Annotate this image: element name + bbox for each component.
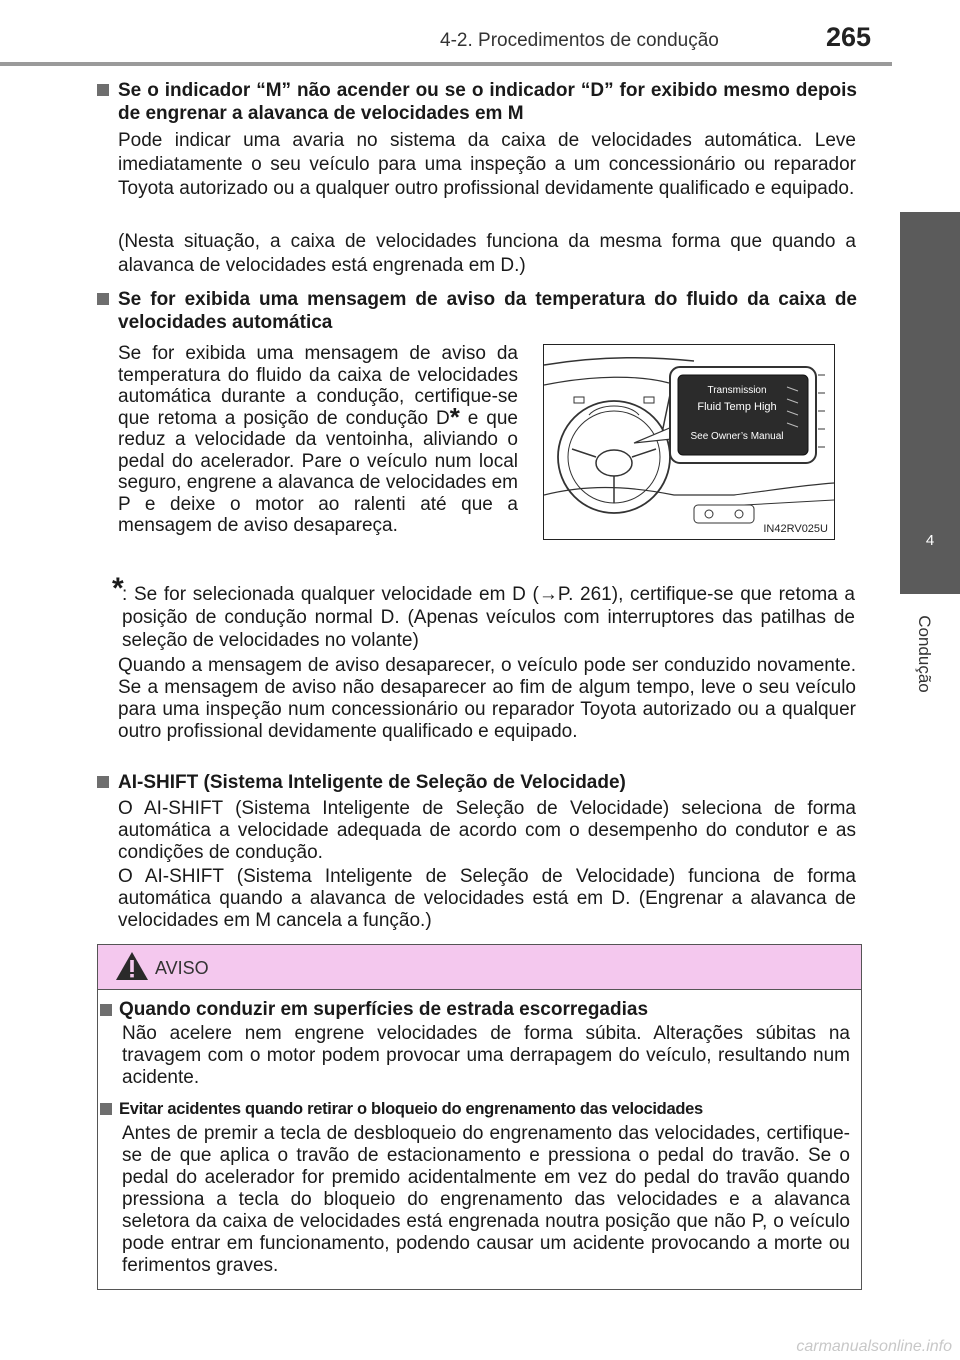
section-heading-ai-shift: [97, 771, 857, 794]
warning-item-heading-text: Evitar acidentes quando retirar o bloqueio do engrenamento das velocidades: [119, 1100, 703, 1118]
warning-triangle-icon: [115, 951, 149, 981]
warning-item-heading-text: Quando conduzir em superfícies de estrada escorregadias: [119, 999, 649, 1020]
display-message-line-2: Fluid Temp High: [697, 401, 777, 413]
warning-header: [98, 945, 861, 990]
header-rule: [0, 62, 892, 66]
section-heading-text: Se for exibida uma mensagem de aviso da temperatura do fluido da caixa de velocidades automática: [118, 289, 857, 333]
footnote: [112, 572, 857, 652]
figure-code: IN42RV025U: [763, 523, 828, 535]
watermark: carmanualsonline.info: [796, 1338, 952, 1355]
bullet-square-icon: [97, 293, 109, 305]
bullet-square-icon: [97, 84, 109, 96]
section-heading-m-indicator: [97, 79, 857, 125]
asterisk-mark: *: [449, 401, 460, 432]
dashboard-illustration: [543, 344, 835, 540]
bullet-square-icon: [100, 1004, 112, 1016]
warning-item-text: Não acelere nem engrene velocidades de forma súbita. Alterações súbitas na travagem com o motor podem provocar uma derrapagem do veículo, resultando num acidente.: [122, 1023, 850, 1088]
bullet-square-icon: [100, 1103, 112, 1115]
paragraph: (Nesta situação, a caixa de velocidades funciona da mesma forma que quando a alavanca de velocidades está engrenada em D.): [118, 231, 856, 276]
dashboard-drawing: [544, 345, 834, 539]
section-heading-text: Se o indicador “M” não acender ou se o indicador “D” for exibido mesmo depois de engrenar a alavanca de velocidades em M: [118, 80, 857, 124]
warning-title: AVISO: [155, 958, 209, 978]
warning-item-heading: [100, 1098, 860, 1120]
chapter-label-text: Condução: [915, 615, 934, 693]
warning-item-text: Antes de premir a tecla de desbloqueio do engrenamento das velocidades, certifique-se de que aplica o travão de estacionamento e pressiona o pedal do travão. Se o pedal do acelerador for premido acidentalmente em vez do pedal do travão quando pressiona a tecla do bloqueio do engrenamento das velocidades e a alavanca seletora da caixa de velocidades está engrenada noutra posição que não P, o veículo pode entrar em funcionamento, podendo causar um acidente provocando a morte ou ferimentos graves.: [122, 1123, 850, 1276]
chapter-tab: [900, 212, 960, 594]
section-heading-text: AI-SHIFT (Sistema Inteligente de Seleção de Velocidade): [118, 772, 626, 793]
chapter-number: 4: [925, 532, 935, 549]
chapter-label: [906, 604, 942, 704]
text-part: Se for exibida uma mensagem de aviso da temperatura do fluido da caixa de velocidades automática durante a condução, certifique-se que retoma a posição de condução D: [118, 343, 518, 429]
display-message-line-1: Transmission: [707, 385, 767, 396]
paragraph: Pode indicar uma avaria no sistema da caixa de velocidades automática. Leve imediatamente o seu veículo para uma inspeção a um concessionário ou reparador Toyota autorizado ou a qualquer outro profissional devidamente qualificado e equipado.: [118, 130, 856, 199]
paragraph: Quando a mensagem de aviso desaparecer, o veículo pode ser conduzido novamente. Se a mensagem de aviso não desaparecer ao fim de algum tempo, leve o seu veículo para uma inspeção num concessionário ou reparador Toyota autorizado ou a qualquer outro profissional devidamente qualificado e equipado.: [118, 655, 856, 742]
warning-box: [97, 944, 862, 1290]
paragraph-fluid-temp: [118, 343, 518, 537]
warning-item-heading: [100, 999, 860, 1021]
footnote-text: : Se for selecionada qualquer velocidade em D (→P. 261), certifique-se que retoma a posição de condução normal D. (Apenas veículos com interruptores das patilhas de seleção de velocidades no volante): [122, 584, 855, 651]
running-header-section: 4-2. Procedimentos de condução: [440, 30, 719, 51]
paragraph: O AI-SHIFT (Sistema Inteligente de Seleção de Velocidade) funciona de forma automática quando a alavanca de velocidades está em D. (Engrenar a alavanca de velocidades em M cancela a função.): [118, 866, 856, 931]
paragraph: O AI-SHIFT (Sistema Inteligente de Seleção de Velocidade) seleciona de forma automática a velocidade adequada de acordo com o desempenho do condutor e as condições de condução.: [118, 798, 856, 863]
section-heading-fluid-temp: [97, 288, 857, 334]
display-message-line-3: See Owner’s Manual: [690, 431, 784, 442]
footnote-asterisk: *: [112, 572, 124, 605]
page-number: 265: [826, 22, 872, 52]
text-part: e que reduz a velocidade da ventoinha, aliviando o pedal do acelerador. Pare o veículo num local seguro, engrene a alavanca de velocidades em P e deixe o motor ao ralenti até que a mensagem de aviso desapareça.: [118, 407, 518, 536]
bullet-square-icon: [97, 776, 109, 788]
